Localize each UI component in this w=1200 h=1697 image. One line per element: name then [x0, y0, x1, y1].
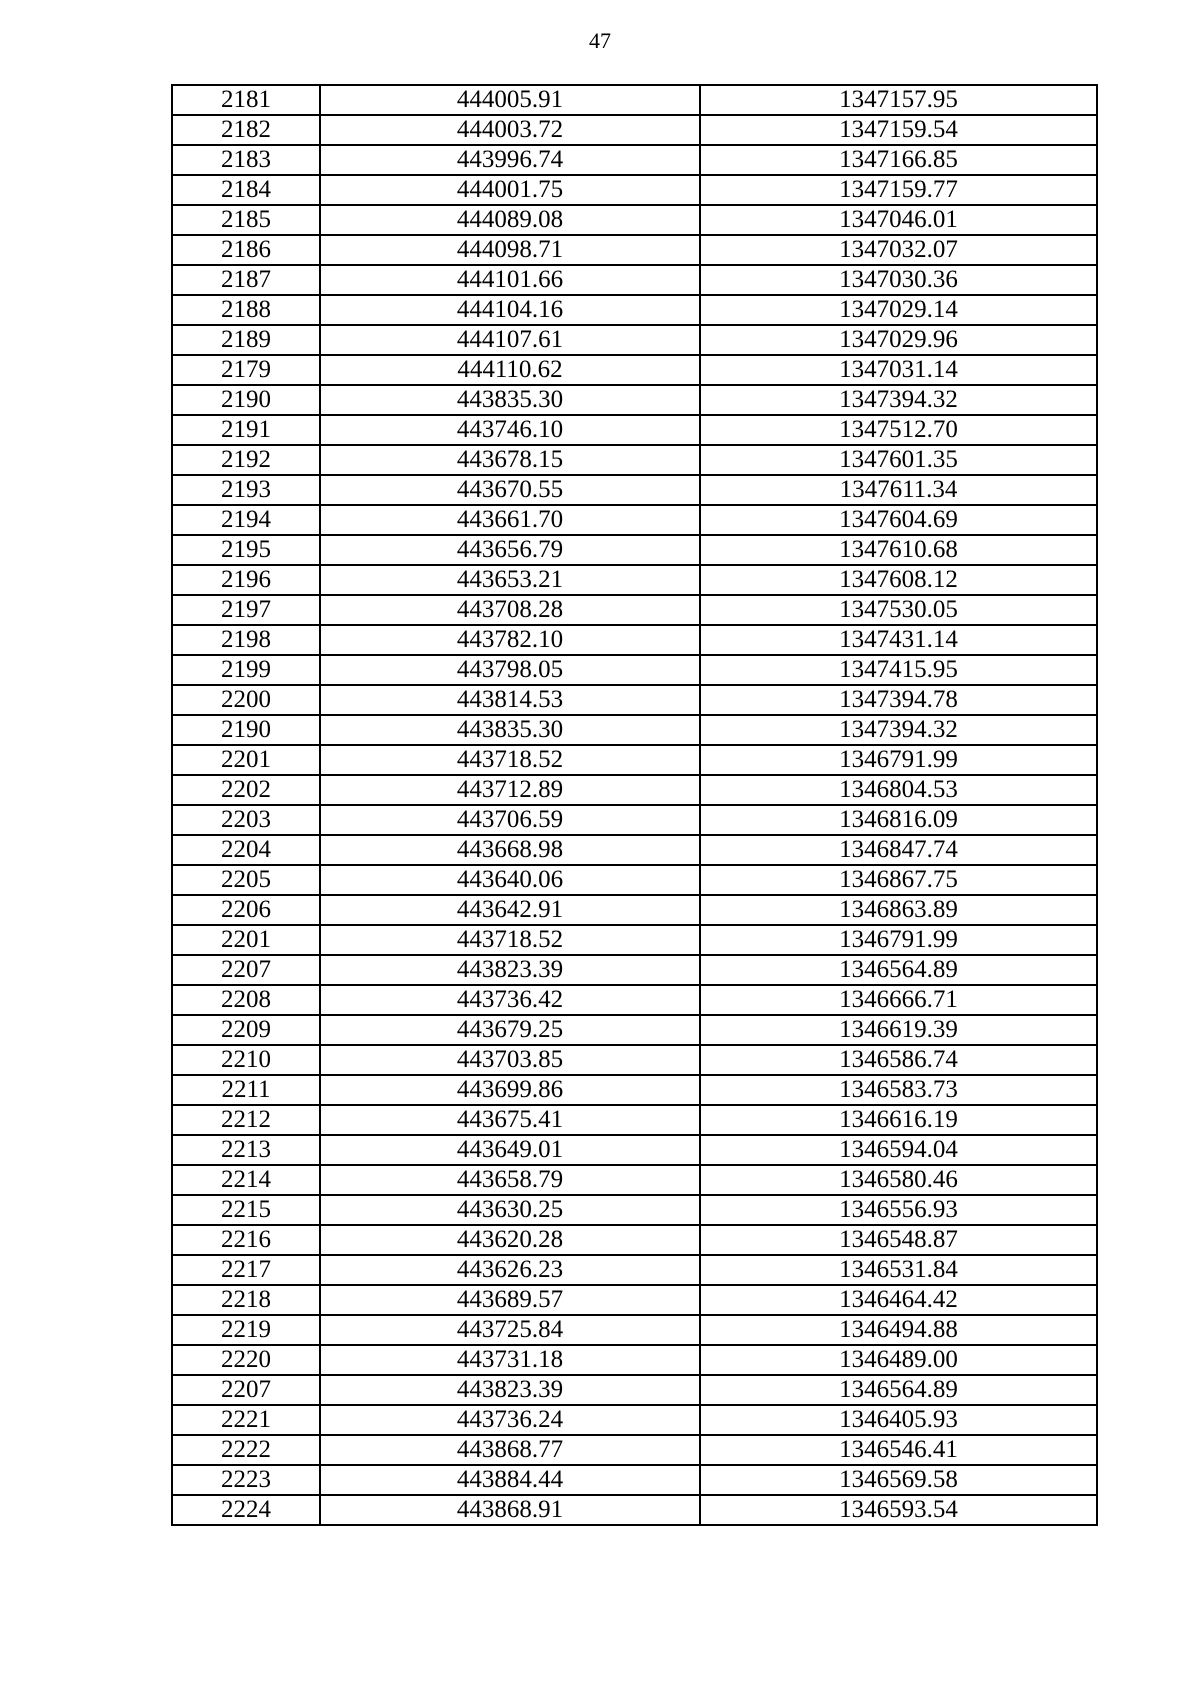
x-coordinate-cell: 443703.85	[320, 1045, 700, 1075]
y-coordinate-cell: 1346569.58	[700, 1465, 1097, 1495]
x-coordinate-cell: 443996.74	[320, 145, 700, 175]
point-number-cell: 2187	[172, 265, 320, 295]
table-row	[172, 685, 1097, 715]
point-number-cell: 2206	[172, 895, 320, 925]
x-coordinate-cell: 443670.55	[320, 475, 700, 505]
point-number-cell: 2194	[172, 505, 320, 535]
x-coordinate-cell: 444005.91	[320, 85, 700, 115]
x-coordinate-cell: 444001.75	[320, 175, 700, 205]
point-number-cell: 2193	[172, 475, 320, 505]
y-coordinate-cell: 1346580.46	[700, 1165, 1097, 1195]
table-row	[172, 1375, 1097, 1405]
table-row	[172, 1345, 1097, 1375]
point-number-cell: 2217	[172, 1255, 320, 1285]
y-coordinate-cell: 1347604.69	[700, 505, 1097, 535]
point-number-cell: 2205	[172, 865, 320, 895]
point-number-cell: 2182	[172, 115, 320, 145]
y-coordinate-cell: 1346816.09	[700, 805, 1097, 835]
y-coordinate-cell: 1347030.36	[700, 265, 1097, 295]
x-coordinate-cell: 443868.77	[320, 1435, 700, 1465]
point-number-cell: 2197	[172, 595, 320, 625]
table-row	[172, 1255, 1097, 1285]
table-row	[172, 295, 1097, 325]
point-number-cell: 2184	[172, 175, 320, 205]
table-row	[172, 1105, 1097, 1135]
y-coordinate-cell: 1346564.89	[700, 955, 1097, 985]
table-row	[172, 925, 1097, 955]
table-row	[172, 955, 1097, 985]
table-row	[172, 1465, 1097, 1495]
coordinates-table	[171, 84, 1098, 1526]
y-coordinate-cell: 1346548.87	[700, 1225, 1097, 1255]
point-number-cell: 2204	[172, 835, 320, 865]
point-number-cell: 2208	[172, 985, 320, 1015]
point-number-cell: 2183	[172, 145, 320, 175]
table-row	[172, 745, 1097, 775]
table-row	[172, 895, 1097, 925]
x-coordinate-cell: 443656.79	[320, 535, 700, 565]
x-coordinate-cell: 443649.01	[320, 1135, 700, 1165]
table-row	[172, 1225, 1097, 1255]
y-coordinate-cell: 1346531.84	[700, 1255, 1097, 1285]
point-number-cell: 2191	[172, 415, 320, 445]
y-coordinate-cell: 1346593.54	[700, 1495, 1097, 1525]
page-number: 47	[589, 28, 611, 53]
x-coordinate-cell: 443679.25	[320, 1015, 700, 1045]
table-row	[172, 265, 1097, 295]
y-coordinate-cell: 1346586.74	[700, 1045, 1097, 1075]
x-coordinate-cell: 443835.30	[320, 715, 700, 745]
x-coordinate-cell: 443835.30	[320, 385, 700, 415]
table-row	[172, 385, 1097, 415]
table-row	[172, 1195, 1097, 1225]
point-number-cell: 2207	[172, 1375, 320, 1405]
point-number-cell: 2196	[172, 565, 320, 595]
point-number-cell: 2179	[172, 355, 320, 385]
table-row	[172, 85, 1097, 115]
table-row	[172, 1495, 1097, 1525]
table-row	[172, 1045, 1097, 1075]
y-coordinate-cell: 1346791.99	[700, 925, 1097, 955]
y-coordinate-cell: 1347166.85	[700, 145, 1097, 175]
point-number-cell: 2216	[172, 1225, 320, 1255]
y-coordinate-cell: 1346594.04	[700, 1135, 1097, 1165]
table-row	[172, 535, 1097, 565]
x-coordinate-cell: 443668.98	[320, 835, 700, 865]
x-coordinate-cell: 443626.23	[320, 1255, 700, 1285]
table-row	[172, 355, 1097, 385]
x-coordinate-cell: 443884.44	[320, 1465, 700, 1495]
table-row	[172, 415, 1097, 445]
x-coordinate-cell: 444089.08	[320, 205, 700, 235]
y-coordinate-cell: 1346583.73	[700, 1075, 1097, 1105]
table-row	[172, 1015, 1097, 1045]
y-coordinate-cell: 1347415.95	[700, 655, 1097, 685]
table-row	[172, 1165, 1097, 1195]
y-coordinate-cell: 1347601.35	[700, 445, 1097, 475]
point-number-cell: 2185	[172, 205, 320, 235]
x-coordinate-cell: 443868.91	[320, 1495, 700, 1525]
table-row	[172, 565, 1097, 595]
x-coordinate-cell: 443736.24	[320, 1405, 700, 1435]
y-coordinate-cell: 1347046.01	[700, 205, 1097, 235]
y-coordinate-cell: 1347394.78	[700, 685, 1097, 715]
x-coordinate-cell: 443782.10	[320, 625, 700, 655]
point-number-cell: 2222	[172, 1435, 320, 1465]
table-row	[172, 775, 1097, 805]
x-coordinate-cell: 443642.91	[320, 895, 700, 925]
x-coordinate-cell: 444104.16	[320, 295, 700, 325]
y-coordinate-cell: 1347610.68	[700, 535, 1097, 565]
table-row	[172, 325, 1097, 355]
x-coordinate-cell: 443699.86	[320, 1075, 700, 1105]
point-number-cell: 2209	[172, 1015, 320, 1045]
y-coordinate-cell: 1346616.19	[700, 1105, 1097, 1135]
y-coordinate-cell: 1347159.77	[700, 175, 1097, 205]
table-row	[172, 1075, 1097, 1105]
y-coordinate-cell: 1347394.32	[700, 715, 1097, 745]
point-number-cell: 2203	[172, 805, 320, 835]
point-number-cell: 2218	[172, 1285, 320, 1315]
x-coordinate-cell: 443630.25	[320, 1195, 700, 1225]
table-row	[172, 595, 1097, 625]
table-row	[172, 235, 1097, 265]
x-coordinate-cell: 443718.52	[320, 925, 700, 955]
point-number-cell: 2221	[172, 1405, 320, 1435]
y-coordinate-cell: 1347394.32	[700, 385, 1097, 415]
x-coordinate-cell: 443725.84	[320, 1315, 700, 1345]
point-number-cell: 2210	[172, 1045, 320, 1075]
x-coordinate-cell: 443653.21	[320, 565, 700, 595]
table-row	[172, 505, 1097, 535]
point-number-cell: 2195	[172, 535, 320, 565]
x-coordinate-cell: 443731.18	[320, 1345, 700, 1375]
point-number-cell: 2214	[172, 1165, 320, 1195]
table-row	[172, 445, 1097, 475]
x-coordinate-cell: 443620.28	[320, 1225, 700, 1255]
y-coordinate-cell: 1346556.93	[700, 1195, 1097, 1225]
table-row	[172, 1285, 1097, 1315]
x-coordinate-cell: 443823.39	[320, 1375, 700, 1405]
point-number-cell: 2188	[172, 295, 320, 325]
point-number-cell: 2207	[172, 955, 320, 985]
y-coordinate-cell: 1347031.14	[700, 355, 1097, 385]
y-coordinate-cell: 1346867.75	[700, 865, 1097, 895]
point-number-cell: 2181	[172, 85, 320, 115]
x-coordinate-cell: 443640.06	[320, 865, 700, 895]
point-number-cell: 2215	[172, 1195, 320, 1225]
point-number-cell: 2186	[172, 235, 320, 265]
y-coordinate-cell: 1347512.70	[700, 415, 1097, 445]
point-number-cell: 2224	[172, 1495, 320, 1525]
table-row	[172, 1405, 1097, 1435]
point-number-cell: 2190	[172, 385, 320, 415]
point-number-cell: 2213	[172, 1135, 320, 1165]
x-coordinate-cell: 444101.66	[320, 265, 700, 295]
point-number-cell: 2201	[172, 925, 320, 955]
x-coordinate-cell: 443675.41	[320, 1105, 700, 1135]
y-coordinate-cell: 1347157.95	[700, 85, 1097, 115]
coordinates-table-body	[172, 85, 1097, 1525]
table-row	[172, 175, 1097, 205]
y-coordinate-cell: 1347032.07	[700, 235, 1097, 265]
x-coordinate-cell: 443708.28	[320, 595, 700, 625]
point-number-cell: 2212	[172, 1105, 320, 1135]
x-coordinate-cell: 443706.59	[320, 805, 700, 835]
x-coordinate-cell: 443798.05	[320, 655, 700, 685]
point-number-cell: 2190	[172, 715, 320, 745]
table-row	[172, 625, 1097, 655]
x-coordinate-cell: 443814.53	[320, 685, 700, 715]
y-coordinate-cell: 1347029.96	[700, 325, 1097, 355]
y-coordinate-cell: 1346546.41	[700, 1435, 1097, 1465]
x-coordinate-cell: 443718.52	[320, 745, 700, 775]
point-number-cell: 2200	[172, 685, 320, 715]
table-row	[172, 1435, 1097, 1465]
y-coordinate-cell: 1346791.99	[700, 745, 1097, 775]
table-row	[172, 115, 1097, 145]
x-coordinate-cell: 443661.70	[320, 505, 700, 535]
y-coordinate-cell: 1347608.12	[700, 565, 1097, 595]
y-coordinate-cell: 1347029.14	[700, 295, 1097, 325]
x-coordinate-cell: 443736.42	[320, 985, 700, 1015]
y-coordinate-cell: 1346489.00	[700, 1345, 1097, 1375]
point-number-cell: 2219	[172, 1315, 320, 1345]
x-coordinate-cell: 443658.79	[320, 1165, 700, 1195]
table-row	[172, 205, 1097, 235]
y-coordinate-cell: 1346863.89	[700, 895, 1097, 925]
x-coordinate-cell: 444003.72	[320, 115, 700, 145]
point-number-cell: 2223	[172, 1465, 320, 1495]
y-coordinate-cell: 1347530.05	[700, 595, 1097, 625]
point-number-cell: 2199	[172, 655, 320, 685]
table-row	[172, 145, 1097, 175]
y-coordinate-cell: 1346847.74	[700, 835, 1097, 865]
table-row	[172, 865, 1097, 895]
y-coordinate-cell: 1346804.53	[700, 775, 1097, 805]
point-number-cell: 2220	[172, 1345, 320, 1375]
point-number-cell: 2189	[172, 325, 320, 355]
table-row	[172, 1135, 1097, 1165]
point-number-cell: 2201	[172, 745, 320, 775]
x-coordinate-cell: 444098.71	[320, 235, 700, 265]
point-number-cell: 2198	[172, 625, 320, 655]
y-coordinate-cell: 1347159.54	[700, 115, 1097, 145]
x-coordinate-cell: 443712.89	[320, 775, 700, 805]
y-coordinate-cell: 1346464.42	[700, 1285, 1097, 1315]
table-row	[172, 985, 1097, 1015]
table-row	[172, 805, 1097, 835]
x-coordinate-cell: 443678.15	[320, 445, 700, 475]
x-coordinate-cell: 443746.10	[320, 415, 700, 445]
x-coordinate-cell: 444107.61	[320, 325, 700, 355]
y-coordinate-cell: 1346666.71	[700, 985, 1097, 1015]
x-coordinate-cell: 443823.39	[320, 955, 700, 985]
point-number-cell: 2192	[172, 445, 320, 475]
table-row	[172, 1315, 1097, 1345]
table-row	[172, 475, 1097, 505]
y-coordinate-cell: 1346619.39	[700, 1015, 1097, 1045]
y-coordinate-cell: 1346405.93	[700, 1405, 1097, 1435]
y-coordinate-cell: 1346564.89	[700, 1375, 1097, 1405]
table-row	[172, 715, 1097, 745]
x-coordinate-cell: 444110.62	[320, 355, 700, 385]
y-coordinate-cell: 1346494.88	[700, 1315, 1097, 1345]
x-coordinate-cell: 443689.57	[320, 1285, 700, 1315]
y-coordinate-cell: 1347611.34	[700, 475, 1097, 505]
y-coordinate-cell: 1347431.14	[700, 625, 1097, 655]
point-number-cell: 2202	[172, 775, 320, 805]
table-row	[172, 835, 1097, 865]
point-number-cell: 2211	[172, 1075, 320, 1105]
table-row	[172, 655, 1097, 685]
